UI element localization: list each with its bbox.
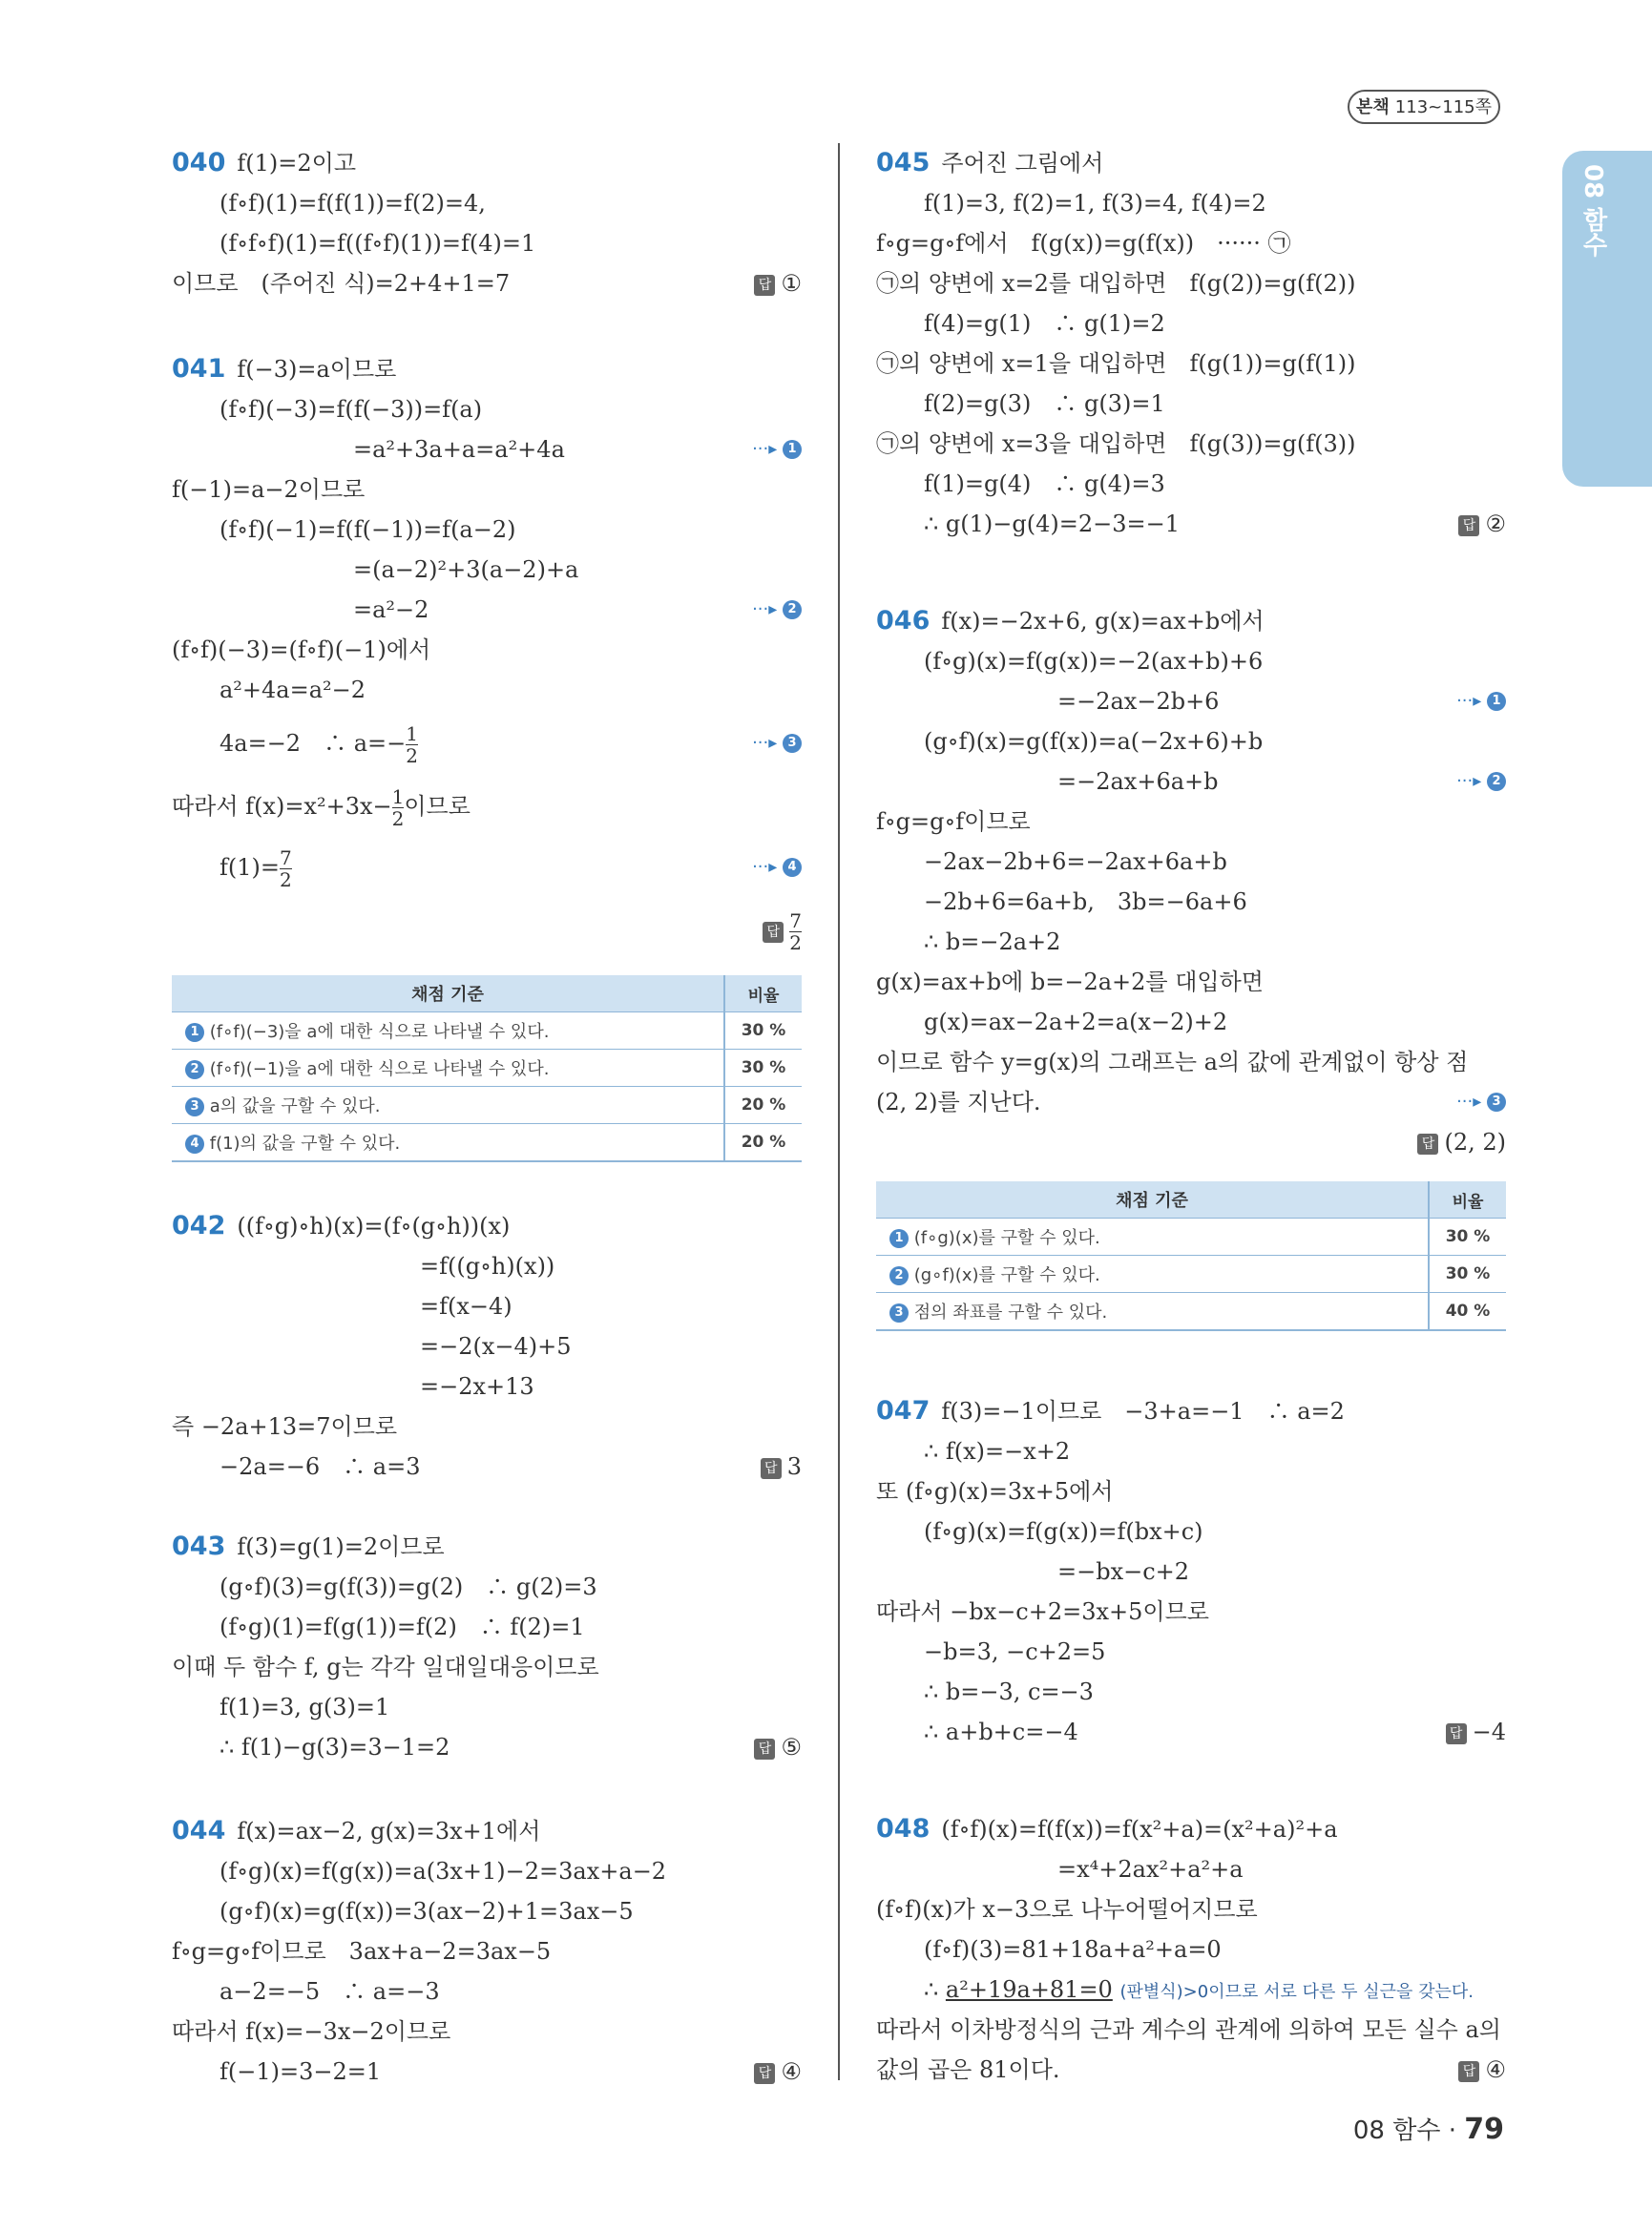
problem-number: 042 [172, 1211, 226, 1241]
problem-045-line-5: f(4)=g(1) ∴ g(1)=2 [924, 310, 1165, 337]
problem-045-line-8: ㉠의 양변에 x=3을 대입하면 f(g(3))=g(f(3)) [876, 430, 1356, 457]
problem-044-line-2: (f∘g)(x)=f(g(x))=a(3x+1)−2=3ax+a−2 [220, 1858, 667, 1885]
problem-number: 040 [172, 148, 226, 177]
table-row: 3 점의 좌표를 구할 수 있다. 40 % [876, 1293, 1506, 1331]
page-reference-badge: 본책 113~115쪽 [1348, 90, 1500, 124]
problem-047-line-4: (f∘g)(x)=f(g(x))=f(bx+c) [924, 1518, 1203, 1545]
problem-043-line-3: (f∘g)(1)=f(g(1))=f(2) ∴ f(2)=1 [220, 1614, 585, 1640]
problem-046-line-8: −2b+6=6a+b, 3b=−6a+6 [924, 888, 1247, 915]
problem-048-line-1: 048 (f∘f)(x)=f(f(x))=f(x²+a)=(x²+a)²+a [876, 1814, 1338, 1844]
answer-icon: 답 [754, 275, 775, 296]
problem-046-line-2: (f∘g)(x)=f(g(x))=−2(ax+b)+6 [924, 648, 1264, 675]
problem-042-line-6: 즉 −2a+13=7이므로 [172, 1413, 398, 1440]
answer-icon: 답 [761, 1458, 782, 1479]
step-marker-2: ···▸ 2 [752, 590, 802, 630]
answer-icon: 답 [1458, 515, 1479, 536]
problem-045-line-2: f(1)=3, f(2)=1, f(3)=4, f(4)=2 [924, 190, 1266, 217]
table-header: 채점 기준 비율 [172, 975, 802, 1012]
problem-045-line-7: f(2)=g(3) ∴ g(3)=1 [924, 390, 1165, 417]
problem-046-line-7: −2ax−2b+6=−2ax+6a+b [924, 848, 1227, 875]
problem-046-line-12: 이므로 함수 y=g(x)의 그래프는 a의 값에 관계없이 항상 점 [876, 1049, 1469, 1075]
problem-043-line-4: 이때 두 함수 f, g는 각각 일대일대응이므로 [172, 1654, 599, 1680]
problem-042-line-3: =f(x−4) [420, 1293, 512, 1320]
page-number: 79 [1464, 2113, 1504, 2146]
problem-041-line-2: (f∘f)(−3)=f(f(−3))=f(a) [220, 396, 483, 423]
problem-046-line-4: (g∘f)(x)=g(f(x))=a(−2x+6)+b [924, 728, 1264, 755]
problem-041-line-1: 041 f(−3)=a이므로 [172, 354, 397, 384]
problem-045-line-6: ㉠의 양변에 x=1을 대입하면 f(g(1))=g(f(1)) [876, 350, 1356, 377]
problem-047-line-7: −b=3, −c+2=5 [924, 1638, 1106, 1665]
problem-048-line-3: (f∘f)(x)가 x−3으로 나누어떨어지므로 [876, 1896, 1258, 1923]
table-row: 3 a의 값을 구할 수 있다. 20 % [172, 1087, 802, 1124]
answer-047: 답 −4 [1446, 1712, 1506, 1752]
problem-046-line-5: =−2ax+6a+b [1057, 768, 1219, 795]
problem-046-line-1: 046 f(x)=−2x+6, g(x)=ax+b에서 [876, 606, 1265, 636]
problem-048-line-2: =x⁴+2ax²+a²+a [1057, 1856, 1244, 1883]
answer-icon: 답 [1458, 2061, 1479, 2082]
answer-icon: 답 [754, 1739, 775, 1760]
table-row: 2 (f∘f)(−1)을 a에 대한 식으로 나타낼 수 있다. 30 % [172, 1050, 802, 1087]
answer-icon: 답 [754, 2063, 775, 2084]
problem-046-line-3: =−2ax−2b+6 [1057, 688, 1220, 715]
problem-048-line-7: 값의 곱은 81이다. [876, 2056, 1060, 2083]
problem-043-line-6: ∴ f(1)−g(3)=3−1=2 [220, 1734, 450, 1761]
table-row: 1 (f∘g)(x)를 구할 수 있다. 30 % [876, 1219, 1506, 1256]
problem-041-line-7: =a²−2 [353, 596, 429, 623]
step-marker-1: ···▸ 1 [752, 429, 802, 469]
problem-047-line-3: 또 (f∘g)(x)=3x+5에서 [876, 1478, 1114, 1505]
problem-045-line-1: 045 주어진 그림에서 [876, 148, 1104, 177]
answer-icon: 답 [1417, 1134, 1438, 1155]
chapter-side-tab-label: 08 함수 [1579, 164, 1607, 258]
problem-042-line-2: =f((g∘h)(x)) [420, 1253, 555, 1280]
answer-043: 답 ⑤ [754, 1727, 802, 1767]
problem-044-line-3: (g∘f)(x)=g(f(x))=3(ax−2)+1=3ax−5 [220, 1898, 634, 1925]
fraction: $\frac{7}{2}$ [280, 846, 292, 891]
step-marker-3: ···▸ 3 [1456, 1082, 1506, 1122]
table-row: 1 (f∘f)(−3)을 a에 대한 식으로 나타낼 수 있다. 30 % [172, 1012, 802, 1050]
answer-041 [763, 903, 802, 958]
problem-041-line-9: a²+4a=a²−2 [220, 677, 366, 703]
problem-042-line-1: 042 ((f∘g)∘h)(x)=(f∘(g∘h))(x) [172, 1211, 511, 1241]
scoring-table-046 [876, 1181, 1506, 1331]
problem-048-line-6: 따라서 이차방정식의 근과 계수의 관계에 의하여 모든 실수 a의 [876, 2016, 1501, 2043]
fraction: $\frac{1}{2}$ [406, 722, 418, 767]
page-footer: 08 함수 · 79 [1352, 2113, 1504, 2146]
problem-047-line-9: ∴ a+b+c=−4 [924, 1719, 1078, 1745]
problem-047-line-8: ∴ b=−3, c=−3 [924, 1678, 1094, 1705]
problem-041-line-3: =a²+3a+a=a²+4a [353, 436, 565, 463]
problem-044-line-1: 044 f(x)=ax−2, g(x)=3x+1에서 [172, 1816, 541, 1845]
problem-045-line-10: ∴ g(1)−g(4)=2−3=−1 [924, 511, 1180, 537]
answer-042: 답 3 [761, 1447, 802, 1487]
problem-047-line-1: 047 f(3)=−1이므로 −3+a=−1 ∴ a=2 [876, 1396, 1345, 1426]
problem-042-line-7: −2a=−6 ∴ a=3 [220, 1453, 421, 1480]
answer-046: 답 (2, 2) [1417, 1122, 1506, 1162]
problem-043-line-1: 043 f(3)=g(1)=2이므로 [172, 1532, 445, 1561]
answer-icon: 답 [763, 922, 784, 943]
problem-045-line-3: f∘g=g∘f에서 f(g(x))=g(f(x)) ······ ㉠ [876, 230, 1291, 257]
problem-number: 047 [876, 1396, 931, 1426]
fraction: $\frac{7}{2}$ [789, 909, 802, 954]
problem-042-line-4: =−2(x−4)+5 [420, 1333, 572, 1360]
problem-048-line-5: ∴ a²+19a+81=0 (판별식)>0이므로 서로 다른 두 실근을 갖는다. [924, 1976, 1474, 2003]
answer-040: 답 ① [754, 263, 802, 303]
problem-number: 045 [876, 148, 931, 177]
problem-041-line-12: f(1)= $\frac{7}{2}$ [220, 846, 292, 891]
scoring-table-041 [172, 975, 802, 1162]
problem-number: 048 [876, 1814, 931, 1844]
discriminant-note: (판별식)>0이므로 서로 다른 두 실근을 갖는다. [1119, 1982, 1474, 2002]
problem-042-line-5: =−2x+13 [420, 1373, 534, 1400]
problem-044-line-5: a−2=−5 ∴ a=−3 [220, 1978, 440, 2005]
problem-number: 044 [172, 1816, 226, 1845]
problem-number: 043 [172, 1532, 226, 1561]
problem-041-line-10: 4a=−2 ∴ a=− $\frac{1}{2}$ [220, 722, 418, 767]
problem-041-line-4: f(−1)=a−2이므로 [172, 476, 366, 503]
problem-046-line-10: g(x)=ax+b에 b=−2a+2를 대입하면 [876, 969, 1264, 995]
step-marker-1: ···▸ 1 [1456, 681, 1506, 721]
problem-041-line-8: (f∘f)(−3)=(f∘f)(−1)에서 [172, 636, 431, 663]
problem-043-line-5: f(1)=3, g(3)=1 [220, 1694, 390, 1720]
table-row: 4 f(1)의 값을 구할 수 있다. 20 % [172, 1124, 802, 1162]
step-marker-4: ···▸ 4 [752, 847, 802, 887]
problem-043-line-2: (g∘f)(3)=g(f(3))=g(2) ∴ g(2)=3 [220, 1574, 597, 1600]
problem-041-line-5: (f∘f)(−1)=f(f(−1))=f(a−2) [220, 516, 516, 543]
problem-046-line-9: ∴ b=−2a+2 [924, 928, 1061, 955]
problem-040-line-4: 이므로 (주어진 식)=2+4+1=7 [172, 270, 511, 297]
problem-number: 046 [876, 606, 931, 636]
problem-044-line-6: 따라서 f(x)=−3x−2이므로 [172, 2018, 451, 2045]
answer-048: 답 ④ [1458, 2050, 1506, 2090]
step-marker-3: ···▸ 3 [752, 723, 802, 763]
problem-041-line-6: =(a−2)²+3(a−2)+a [353, 556, 579, 583]
problem-number: 041 [172, 354, 226, 384]
problem-046-line-6: f∘g=g∘f이므로 [876, 808, 1031, 835]
fraction: $\frac{1}{2}$ [391, 785, 405, 830]
problem-047-line-2: ∴ f(x)=−x+2 [924, 1438, 1071, 1465]
problem-040-line-2: (f∘f)(1)=f(f(1))=f(2)=4, [220, 190, 486, 217]
problem-044-line-7: f(−1)=3−2=1 [220, 2058, 382, 2085]
problem-048-line-4: (f∘f)(3)=81+18a+a²+a=0 [924, 1936, 1222, 1963]
problem-045-line-9: f(1)=g(4) ∴ g(4)=3 [924, 470, 1165, 497]
column-divider [838, 143, 840, 2080]
answer-044: 답 ④ [754, 2052, 802, 2092]
problem-047-line-5: =−bx−c+2 [1057, 1558, 1190, 1585]
problem-046-line-11: g(x)=ax−2a+2=a(x−2)+2 [924, 1009, 1228, 1035]
problem-040-line-3: (f∘f∘f)(1)=f((f∘f)(1))=f(4)=1 [220, 230, 536, 257]
problem-047-line-6: 따라서 −bx−c+2=3x+5이므로 [876, 1598, 1209, 1625]
problem-046-line-13: (2, 2)를 지난다. [876, 1089, 1041, 1116]
problem-044-line-4: f∘g=g∘f이므로 3ax+a−2=3ax−5 [172, 1938, 552, 1965]
table-header: 채점 기준 비율 [876, 1181, 1506, 1219]
answer-045: 답 ② [1458, 504, 1506, 544]
problem-040-line-1: 040 f(1)=2이고 [172, 148, 357, 177]
table-row: 2 (g∘f)(x)를 구할 수 있다. 30 % [876, 1256, 1506, 1293]
step-marker-2: ···▸ 2 [1456, 761, 1506, 802]
problem-045-line-4: ㉠의 양변에 x=2를 대입하면 f(g(2))=g(f(2)) [876, 270, 1356, 297]
problem-041-line-11: 따라서 f(x)=x²+3x− $\frac{1}{2}$ 이므로 [172, 785, 471, 830]
answer-icon: 답 [1446, 1723, 1467, 1744]
